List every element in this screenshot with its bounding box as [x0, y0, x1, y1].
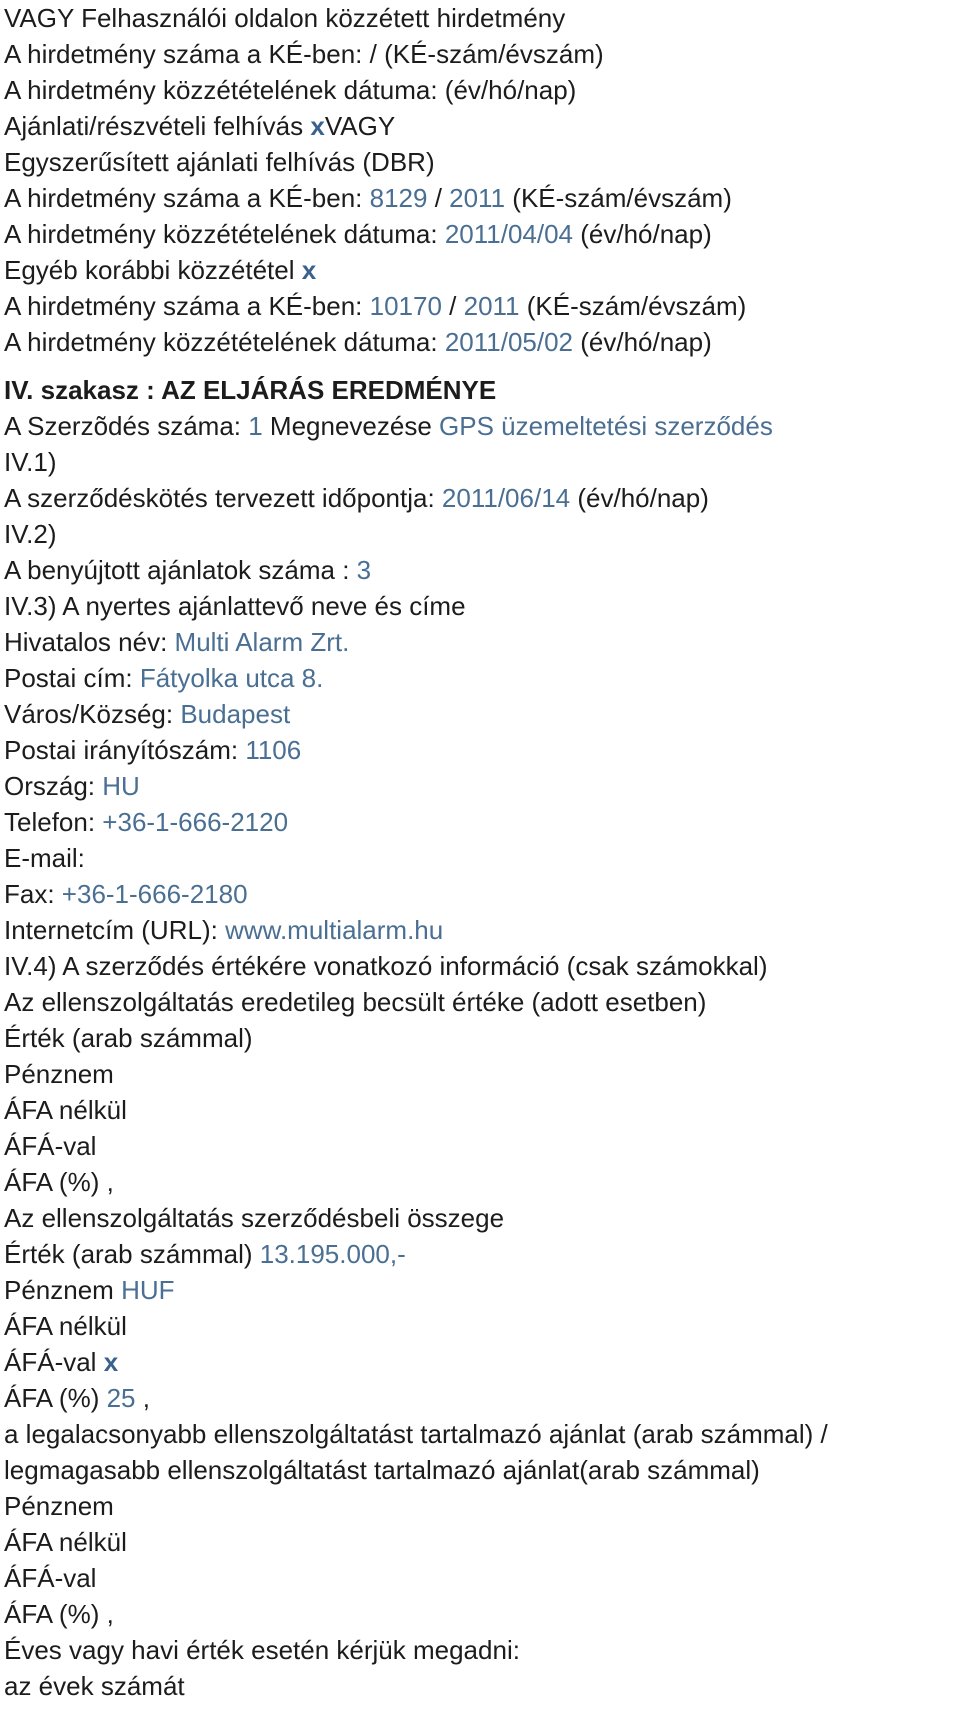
document-line [4, 1560, 960, 1596]
field-label: ÁFA nélkül [4, 1527, 127, 1557]
document-line [4, 444, 960, 480]
field-value: 10170 [369, 291, 442, 321]
document-line [4, 1200, 960, 1236]
field-label: Az ellenszolgáltatás szerződésbeli összege [4, 1203, 505, 1233]
field-label: Pénznem [4, 1491, 114, 1521]
document-line [4, 72, 960, 108]
document-line [4, 1020, 960, 1056]
field-value: 2011/04/04 [444, 219, 574, 249]
field-label: ÁFA (%) [4, 1383, 107, 1413]
field-label: Éves vagy havi érték esetén kérjük megadni: [4, 1635, 520, 1665]
document-line [4, 372, 960, 408]
document-line [4, 840, 960, 876]
field-value: 25 [106, 1383, 136, 1413]
document-line [4, 144, 960, 180]
field-label: legmagasabb ellenszolgáltatást tartalmazó ajánlat(arab számmal) [4, 1455, 760, 1485]
field-label: IV.2) [4, 519, 57, 549]
document-line [4, 660, 960, 696]
field-label: Postai irányítószám: [4, 735, 246, 765]
document-line [4, 912, 960, 948]
document-line [4, 36, 960, 72]
document-line [4, 1416, 960, 1452]
field-label: IV.1) [4, 447, 57, 477]
field-value: 2011/05/02 [444, 327, 574, 357]
document-line [4, 1056, 960, 1092]
document-line [4, 1308, 960, 1344]
document-line [4, 1380, 960, 1416]
field-label: VAGY [324, 111, 396, 141]
document-line [4, 984, 960, 1020]
checkbox-mark: x [103, 1347, 119, 1377]
document-line [4, 1668, 960, 1704]
document-line [4, 216, 960, 252]
document-line [4, 516, 960, 552]
field-value: 8129 [369, 183, 428, 213]
checkbox-mark: x [310, 111, 325, 141]
document-line [4, 1596, 960, 1632]
field-label: (KÉ-szám/évszám) [505, 183, 732, 213]
field-label: E-mail: [4, 843, 85, 873]
field-label: VAGY Felhasználói oldalon közzétett hirdetmény [4, 3, 566, 33]
field-label: (év/hó/nap) [570, 483, 709, 513]
field-label: A Szerzõdés száma: [4, 411, 249, 441]
field-value: 2011 [449, 183, 506, 213]
field-value: HUF [121, 1275, 175, 1305]
field-label: (év/hó/nap) [573, 327, 712, 357]
field-label: A hirdetmény száma a KÉ-ben: [4, 291, 370, 321]
field-value: GPS üzemeltetési szerződés [439, 411, 773, 441]
field-value: 3 [356, 555, 372, 585]
document-line [4, 1344, 960, 1380]
document-line [4, 252, 960, 288]
field-label: ÁFA (%) , [4, 1599, 114, 1629]
document-line [4, 804, 960, 840]
document-line [4, 0, 960, 36]
field-label: Az ellenszolgáltatás eredetileg becsült értéke (adott esetben) [4, 987, 707, 1017]
field-value: +36-1-666-2120 [102, 807, 289, 837]
field-value: HU [102, 771, 140, 801]
field-label: Érték (arab számmal) [4, 1023, 253, 1053]
document-line [4, 180, 960, 216]
field-label: Érték (arab számmal) [4, 1239, 260, 1269]
field-label: ÁFÁ-val [4, 1131, 97, 1161]
document-line [4, 696, 960, 732]
field-label: ÁFA nélkül [4, 1095, 127, 1125]
field-label: Telefon: [4, 807, 103, 837]
field-label: Ajánlati/részvételi felhívás [4, 111, 311, 141]
document-line [4, 408, 960, 444]
field-label: ÁFÁ-val [4, 1347, 104, 1377]
document-line [4, 108, 960, 144]
field-label: A szerződéskötés tervezett időpontja: [4, 483, 442, 513]
field-label: IV.3) A nyertes ajánlattevő neve és címe [4, 591, 466, 621]
field-label: (év/hó/nap) [573, 219, 712, 249]
document-line [4, 1524, 960, 1560]
document-line [4, 876, 960, 912]
document-line [4, 324, 960, 360]
document-line [4, 948, 960, 984]
document-line [4, 624, 960, 660]
field-label: A hirdetmény közzétételének dátuma: (év/hó/nap) [4, 75, 577, 105]
field-value: Multi Alarm Zrt. [174, 627, 350, 657]
document-line [4, 552, 960, 588]
field-value: 1 [248, 411, 263, 441]
section-heading: IV. szakasz : AZ ELJÁRÁS EREDMÉNYE [4, 375, 497, 405]
field-value: Budapest [180, 699, 291, 729]
field-label: az évek számát [4, 1671, 185, 1701]
field-label: A hirdetmény közzétételének dátuma: [4, 219, 445, 249]
field-label: Fax: [4, 879, 62, 909]
field-label: ÁFÁ-val [4, 1563, 97, 1593]
document-line [4, 1236, 960, 1272]
field-label: Pénznem [4, 1275, 122, 1305]
field-value: 2011/06/14 [441, 483, 571, 513]
field-label: (KÉ-szám/évszám) [519, 291, 747, 321]
document-line [4, 588, 960, 624]
field-value: +36-1-666-2180 [61, 879, 248, 909]
field-label: Megnevezése [262, 411, 440, 441]
document-line [4, 732, 960, 768]
field-label: A hirdetmény közzétételének dátuma: [4, 327, 445, 357]
field-label: Pénznem [4, 1059, 114, 1089]
document-line [4, 1452, 960, 1488]
document-line [4, 1488, 960, 1524]
field-label: / [441, 291, 464, 321]
field-label: Egyéb korábbi közzététel [4, 255, 302, 285]
document-line [4, 1164, 960, 1200]
document-line [4, 1092, 960, 1128]
field-label: / [427, 183, 450, 213]
field-value: Fátyolka utca 8. [139, 663, 324, 693]
field-label: IV.4) A szerződés értékére vonatkozó információ (csak számokkal) [4, 951, 768, 981]
field-value: 13.195.000,- [259, 1239, 406, 1269]
field-value: 1106 [245, 735, 302, 765]
document-line [4, 1632, 960, 1668]
field-label: A hirdetmény száma a KÉ-ben: [4, 183, 370, 213]
field-label: Város/Község: [4, 699, 181, 729]
field-value: 2011 [463, 291, 520, 321]
field-label: ÁFA (%) , [4, 1167, 114, 1197]
field-label: A benyújtott ajánlatok száma : [4, 555, 357, 585]
checkbox-mark: x [301, 255, 317, 285]
document-line [4, 1272, 960, 1308]
document-line [4, 288, 960, 324]
field-label: Internetcím (URL): [4, 915, 226, 945]
document-line [4, 480, 960, 516]
field-label: , [135, 1383, 150, 1413]
field-label: ÁFA nélkül [4, 1311, 127, 1341]
field-label: Hivatalos név: [4, 627, 175, 657]
document-line [4, 1128, 960, 1164]
field-label: a legalacsonyabb ellenszolgáltatást tartalmazó ajánlat (arab számmal) / [4, 1419, 828, 1449]
field-value: www.multialarm.hu [225, 915, 444, 945]
field-label: A hirdetmény száma a KÉ-ben: / (KÉ-szám/évszám) [4, 39, 604, 69]
field-label: Egyszerűsített ajánlati felhívás (DBR) [4, 147, 435, 177]
field-label: Postai cím: [4, 663, 140, 693]
document-line [4, 768, 960, 804]
field-label: Ország: [4, 771, 103, 801]
